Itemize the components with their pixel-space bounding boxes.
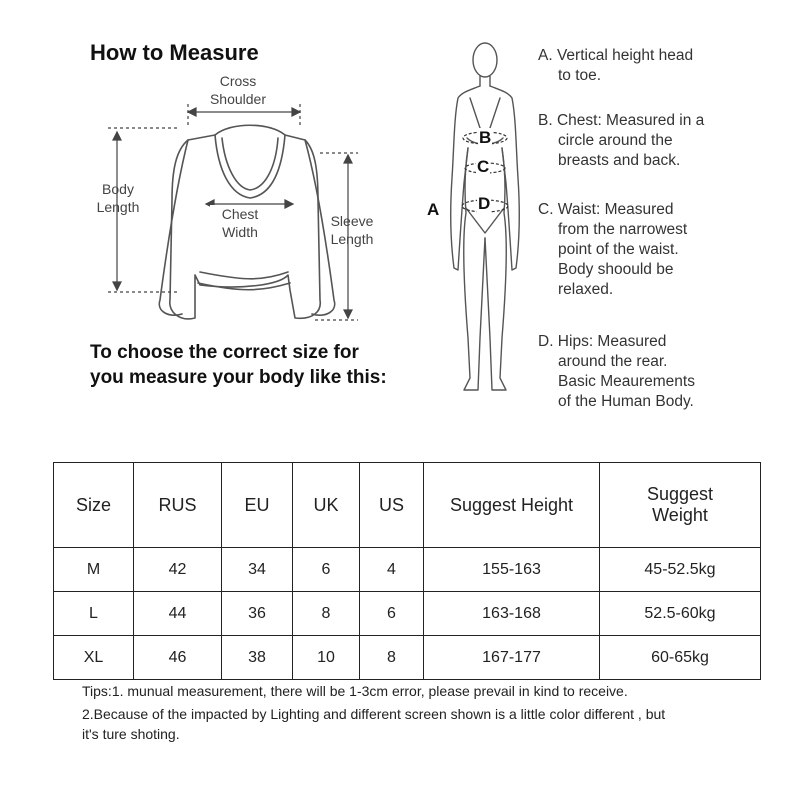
legend-c-line1: C. Waist: Measured bbox=[538, 201, 674, 218]
sleeve-length-label bbox=[322, 212, 382, 248]
table-row bbox=[54, 548, 761, 592]
chest-width-label bbox=[210, 205, 270, 241]
cell-weight: 60-65kg bbox=[600, 636, 761, 680]
cell-size: XL bbox=[54, 636, 134, 680]
legend-c-line2: from the narrowest bbox=[558, 221, 688, 238]
body-length-label bbox=[88, 180, 148, 216]
page-title: How to Measure bbox=[90, 40, 259, 65]
cell-size: M bbox=[54, 548, 134, 592]
legend-c-line3: point of the waist. bbox=[558, 241, 679, 258]
cell-us: 8 bbox=[360, 636, 424, 680]
header-uk: UK bbox=[293, 463, 360, 548]
figure-letter-a: A bbox=[427, 200, 440, 219]
table-header-row bbox=[54, 463, 761, 548]
header-us: US bbox=[360, 463, 424, 548]
legend-c-line5: relaxed. bbox=[558, 281, 614, 298]
tips-line-2: 2.Because of the impacted by Lighting and different screen shown is a little color different , but bbox=[82, 706, 666, 722]
cell-rus: 42 bbox=[134, 548, 222, 592]
choose-line-2: you measure your body like this: bbox=[90, 367, 387, 388]
legend-d-line3: Basic Meaurements bbox=[558, 373, 695, 390]
cross-shoulder-line1: Cross bbox=[219, 73, 257, 89]
legend-d-line1: D. Hips: Measured bbox=[538, 333, 667, 350]
figure-letter-c: C bbox=[477, 157, 490, 176]
body-length-line2: Length bbox=[96, 199, 140, 215]
legend-b-line1: B. Chest: Measured in a bbox=[538, 112, 705, 129]
choose-size-instruction bbox=[90, 340, 387, 390]
legend-b-line3: breasts and back. bbox=[558, 152, 681, 169]
legend-a bbox=[538, 46, 693, 86]
cell-uk: 10 bbox=[293, 636, 360, 680]
cross-shoulder-label bbox=[198, 72, 278, 108]
cell-weight: 52.5-60kg bbox=[600, 592, 761, 636]
cell-weight: 45-52.5kg bbox=[600, 548, 761, 592]
tips-line-1: Tips:1. munual measurement, there will be 1-3cm error, please prevail in kind to receive. bbox=[82, 683, 628, 699]
cell-height: 167-177 bbox=[424, 636, 600, 680]
cell-eu: 36 bbox=[222, 592, 293, 636]
cell-uk: 6 bbox=[293, 548, 360, 592]
legend-d bbox=[538, 332, 695, 412]
cross-shoulder-line2: Shoulder bbox=[209, 91, 267, 107]
chest-width-line2: Width bbox=[222, 224, 258, 240]
cell-uk: 8 bbox=[293, 592, 360, 636]
cell-us: 4 bbox=[360, 548, 424, 592]
cell-size: L bbox=[54, 592, 134, 636]
figure-letter-b: B bbox=[479, 128, 492, 147]
cell-rus: 44 bbox=[134, 592, 222, 636]
legend-c bbox=[538, 200, 687, 300]
header-size: Size bbox=[54, 463, 134, 548]
tips-line-3: it's ture shoting. bbox=[82, 726, 180, 742]
cell-us: 6 bbox=[360, 592, 424, 636]
legend-d-line2: around the rear. bbox=[558, 353, 668, 370]
figure-letter-d: D bbox=[478, 194, 491, 213]
cell-rus: 46 bbox=[134, 636, 222, 680]
header-suggest-weight bbox=[600, 463, 761, 548]
legend-d-line4: of the Human Body. bbox=[558, 393, 694, 410]
legend-a-line1: A. Vertical height head bbox=[538, 47, 694, 64]
cell-eu: 38 bbox=[222, 636, 293, 680]
header-suggest-height: Suggest Height bbox=[424, 463, 600, 548]
cell-height: 163-168 bbox=[424, 592, 600, 636]
size-chart-table bbox=[53, 462, 761, 680]
header-rus: RUS bbox=[134, 463, 222, 548]
header-eu: EU bbox=[222, 463, 293, 548]
header-suggest-weight-line2: Weight bbox=[652, 505, 708, 525]
body-length-line1: Body bbox=[102, 181, 134, 197]
table-row bbox=[54, 592, 761, 636]
legend-c-line4: Body shoould be bbox=[558, 261, 674, 278]
legend-a-line2: to toe. bbox=[558, 67, 602, 84]
legend-b-line2: circle around the bbox=[558, 132, 673, 149]
choose-line-1: To choose the correct size for bbox=[90, 342, 359, 363]
sleeve-length-line1: Sleeve bbox=[330, 213, 374, 229]
chest-width-line1: Chest bbox=[221, 206, 259, 222]
table-row bbox=[54, 636, 761, 680]
legend-b bbox=[538, 111, 704, 171]
sleeve-length-line2: Length bbox=[330, 231, 374, 247]
cell-height: 155-163 bbox=[424, 548, 600, 592]
cell-eu: 34 bbox=[222, 548, 293, 592]
body-figure-illustration bbox=[440, 38, 530, 408]
header-suggest-weight-line1: Suggest bbox=[646, 484, 714, 504]
